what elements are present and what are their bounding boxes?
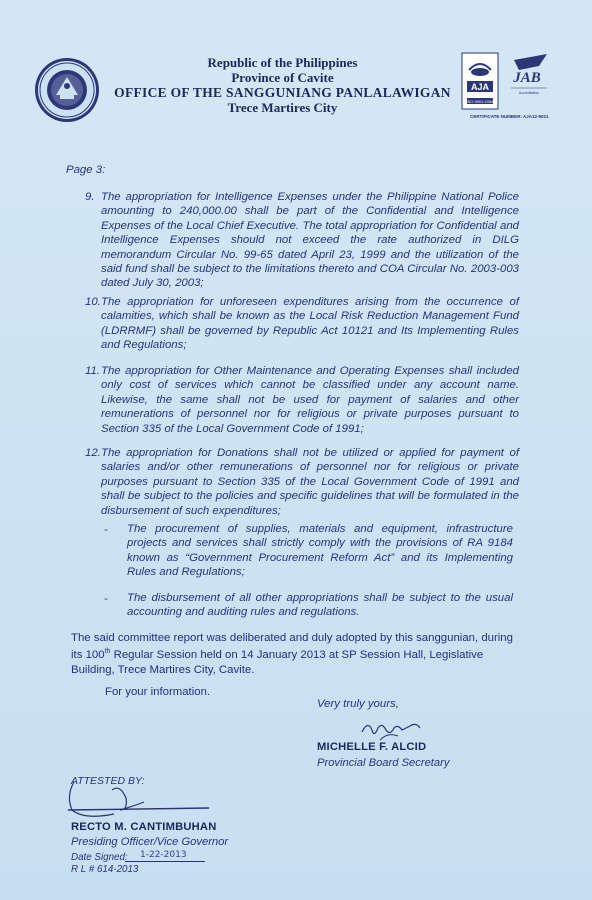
session-number: 100	[85, 649, 105, 662]
item-number: 10.	[85, 296, 101, 308]
vice-governor-title: Presiding Officer/Vice Governor	[71, 836, 229, 848]
list-item-11	[85, 364, 525, 439]
vice-governor-name: RECTO M. CANTIMBUHAN	[71, 821, 217, 833]
subitem-procurement: The procurement of supplies, materials and equipment, infrastructure projects and services shall strictly comply with the provisions of RA 9184 known as “Government Procurement Reform Act” and its Implementing Rules and Regulations;	[127, 523, 513, 579]
session-suffix: th	[104, 648, 111, 656]
attested-by-label: ATTESTED BY:	[71, 775, 145, 787]
item-number: 9.	[85, 191, 95, 203]
subitem-dash: -	[104, 524, 108, 536]
closing-line-1: The said committee report was deliberated and duly adopted by this sanggunian, during	[71, 632, 513, 644]
for-your-information: For your information.	[105, 686, 211, 698]
item-text: The appropriation for Donations shall not be utilized or applied for payment of salaries and/or other remunerations of personnel nor for religious or private purposes pursuant to Section 335 of the Local Government Code of 1991 and shall be subject to the policies and specific guidelines that will be formulated in the disbursement of such expenditures;	[101, 447, 519, 517]
closing-paragraph	[71, 631, 531, 677]
svg-text:JAB: JAB	[513, 70, 541, 86]
item-number: 12.	[85, 447, 101, 459]
list-item-12	[85, 446, 525, 521]
item-number: 11.	[85, 365, 100, 377]
very-truly-yours: Very truly yours,	[317, 698, 399, 710]
svg-text:Accreditation: Accreditation	[518, 91, 540, 95]
date-signed-value: 1-22-2013	[140, 850, 187, 860]
header-republic: Republic of the Philippines	[207, 55, 358, 70]
svg-text:ISO 9001:2008: ISO 9001:2008	[466, 99, 494, 104]
vice-governor-signature	[64, 776, 214, 826]
closing-line-2	[71, 645, 531, 662]
subitem-disbursement: The disbursement of all other appropriations shall be subject to the usual accounting and auditing rules and regulations.	[127, 592, 513, 619]
list-item-9	[85, 190, 525, 290]
page-label: Page 3:	[66, 164, 106, 176]
subitem-dash: -	[104, 593, 108, 605]
svg-text:AJA: AJA	[470, 82, 490, 92]
list-item-10	[85, 295, 525, 355]
item-text: The appropriation for Other Maintenance and Operating Expenses shall included only cost of services which cannot be classified under any account name. Likewise, the same shall not be used for payment of salaries and other remunerations of personnel nor for religious or private purposes pursuant to Section 335 of the Local Government Code of 1991;	[101, 365, 519, 435]
closing-line-2-post: Regular Session held on 14 January 2013 at SP Session Hall, Legislative	[110, 649, 484, 662]
date-signed-label: Date Signed:	[71, 852, 128, 863]
closing-line-2-pre: its	[71, 649, 86, 662]
header-office: OFFICE OF THE SANGGUNIANG PANLALAWIGAN	[114, 85, 451, 100]
header-city: Trece Martires City	[227, 100, 338, 115]
closing-line-3: Building, Trece Martires City, Cavite.	[71, 663, 255, 676]
secretary-name: MICHELLE F. ALCID	[317, 741, 427, 753]
header-province: Province of Cavite	[231, 70, 334, 85]
certificate-number: CERTIFICATE NUMBER: AJA12-9021	[470, 114, 549, 119]
rl-number: R L # 614-2013	[71, 864, 139, 875]
item-text: The appropriation for Intelligence Expenses under the Philippine National Police amounting to 240,000.00 shall be part of the Confidential and Intelligence Expenses of the Local Chief Executive. The total appropriation for Confidential and Intelligence Expenses should not exceed the rate authorized in DILG memorandum Circular No. 99-65 dated April 23, 1999 and the utilization of the said fund shall be subject to the limitations thereto and COA Circular No. 2003-003 dated July 30, 2003;	[101, 191, 519, 290]
item-text: The appropriation for unforeseen expenditures arising from the occurrence of calamities, which shall be known as the Local Risk Reduction Management Fund (LDRRMF) shall be governed by Republic Act 10121 and Its Implementing Rules and Regulations;	[101, 296, 519, 352]
letterhead	[110, 55, 455, 115]
secretary-title: Provincial Board Secretary	[317, 757, 450, 769]
provincial-seal-icon	[34, 57, 100, 123]
iso-certification-logo	[459, 52, 549, 117]
